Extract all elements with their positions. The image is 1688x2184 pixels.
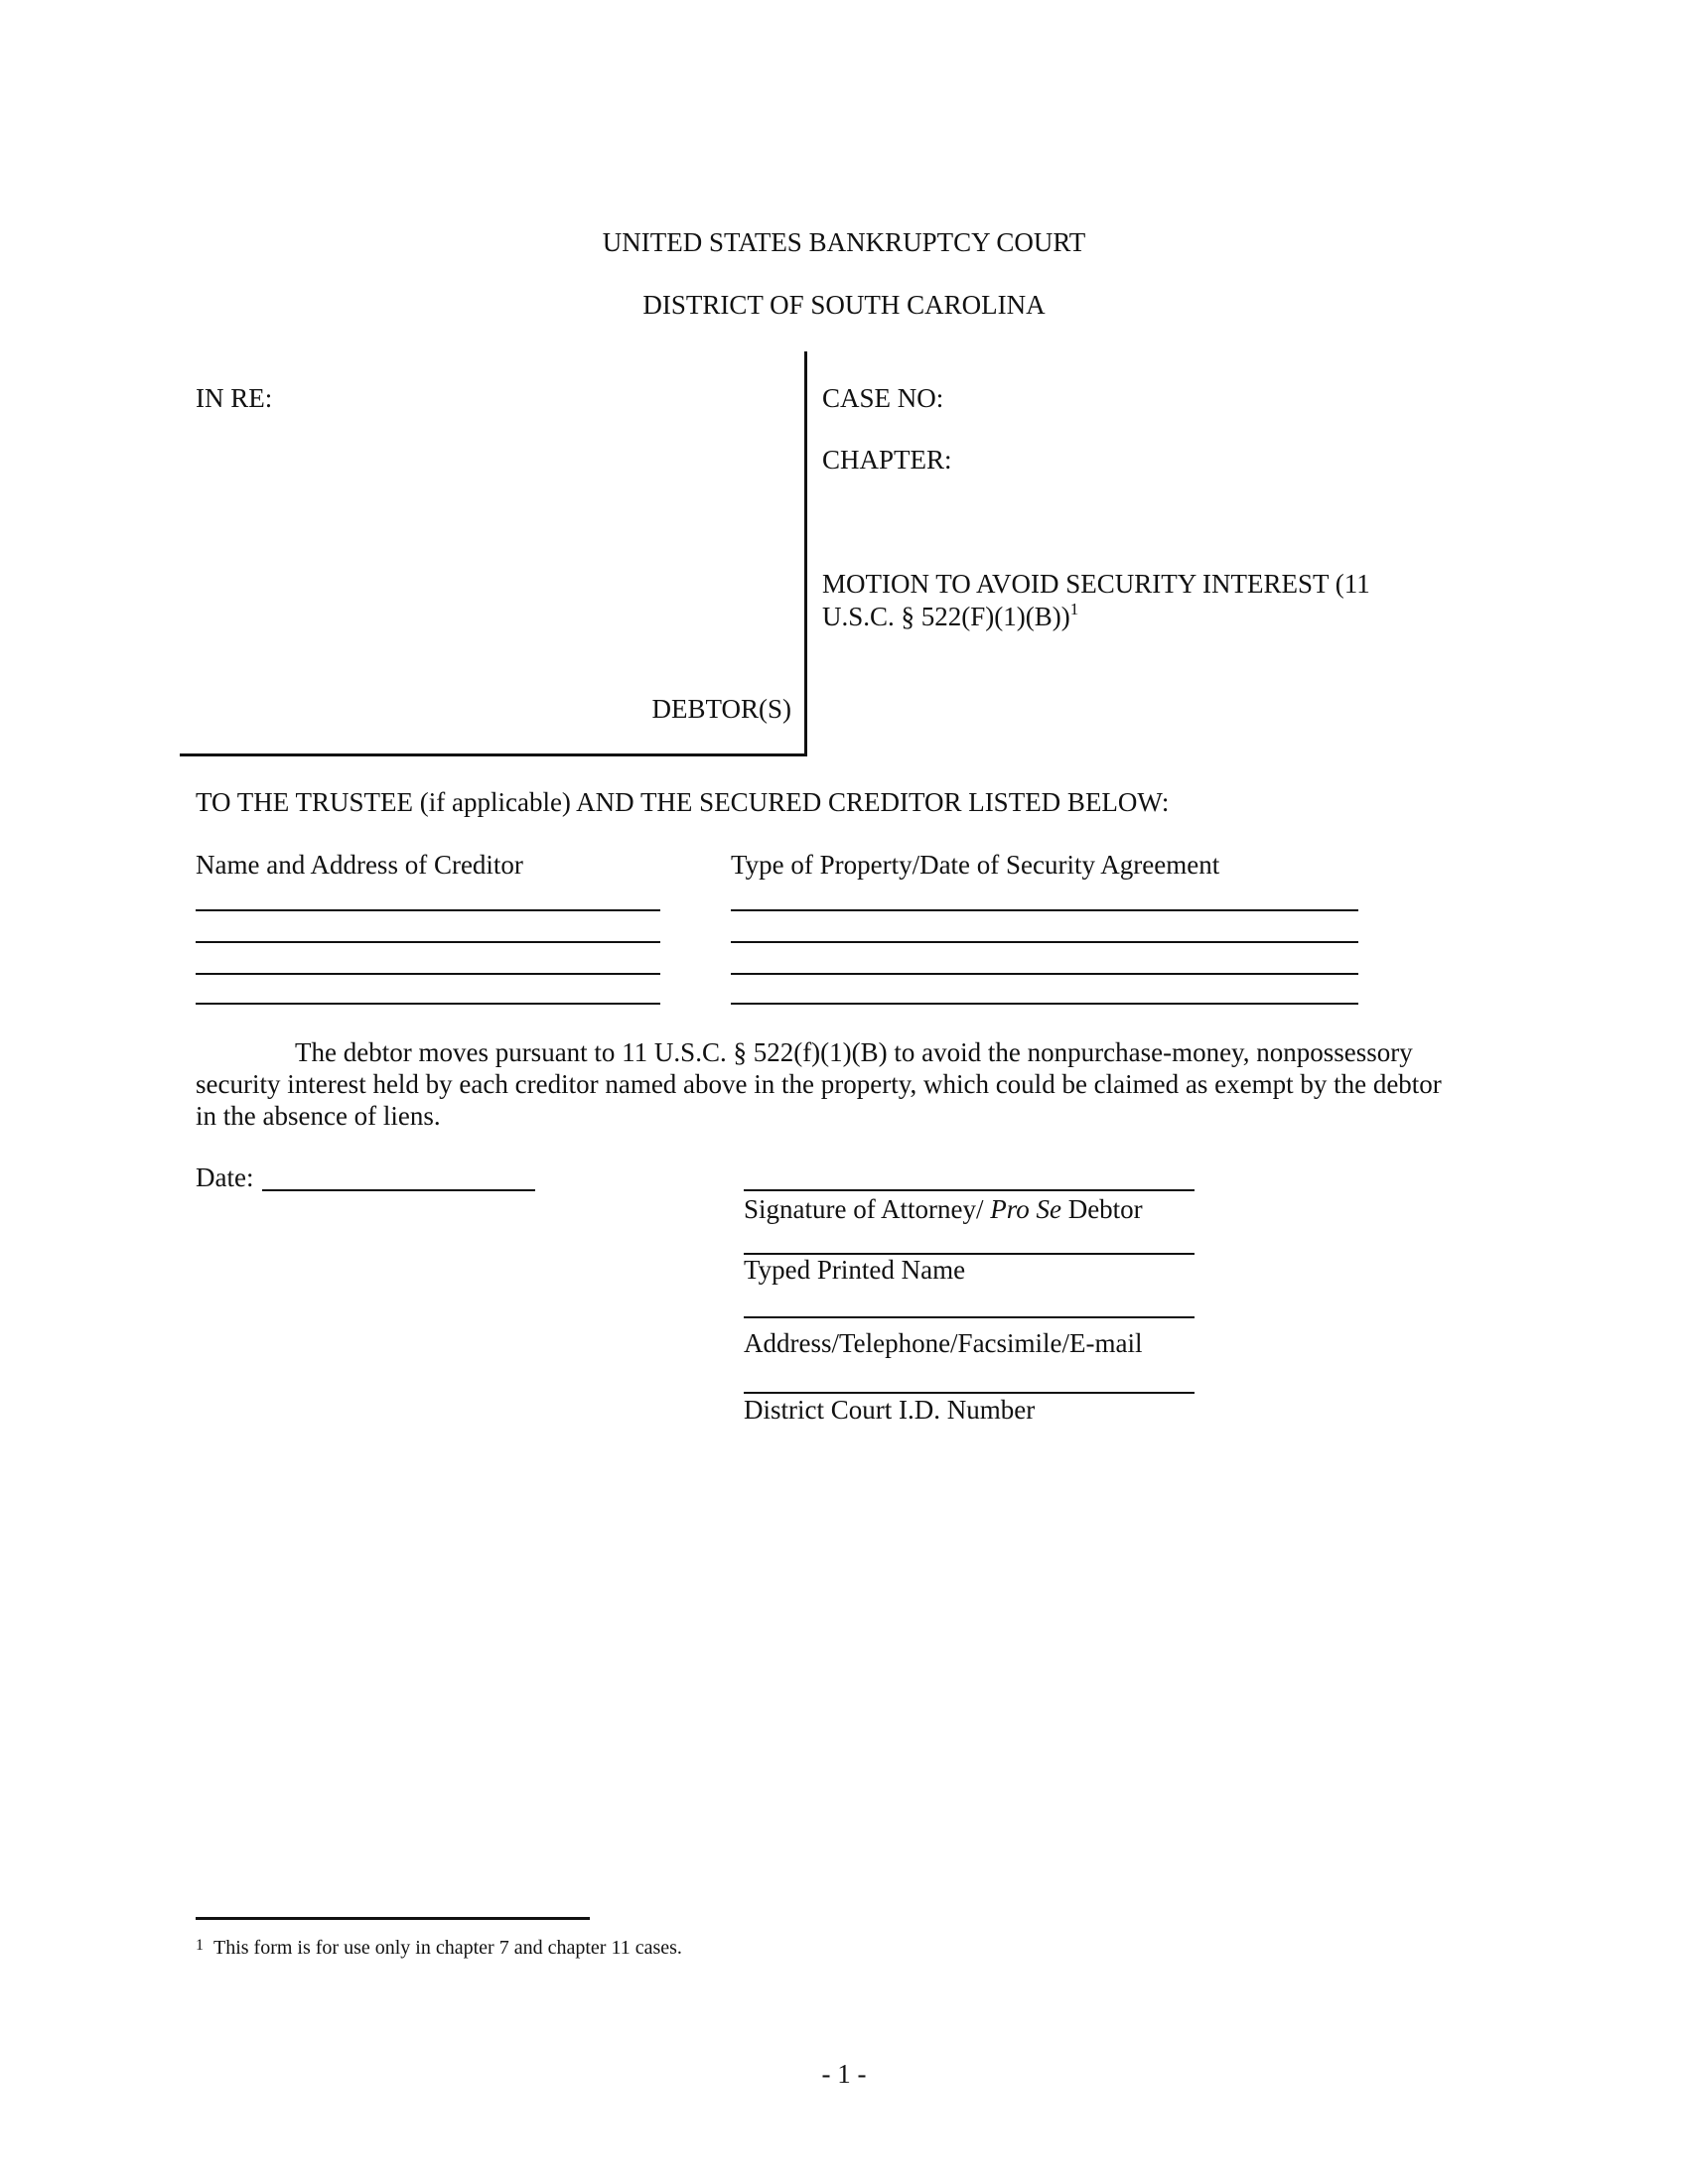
body-paragraph-line1: The debtor moves pursuant to 11 U.S.C. § 522(f)(1)(B) to avoid the nonpurchase-money, nonpossessory (295, 1037, 1413, 1067)
date-label: Date: (196, 1162, 254, 1192)
creditor-line[interactable] (196, 909, 660, 911)
in-re-label: IN RE: (196, 383, 273, 413)
motion-title-line1: MOTION TO AVOID SECURITY INTEREST (11 (822, 569, 1370, 599)
signature-label-prefix: Signature of Attorney/ (744, 1194, 991, 1224)
property-line[interactable] (731, 909, 1358, 911)
footnote-text: This form is for use only in chapter 7 and chapter 11 cases. (213, 1937, 682, 1959)
creditor-line[interactable] (196, 1003, 660, 1005)
id-number-label: District Court I.D. Number (744, 1395, 1036, 1425)
creditor-line[interactable] (196, 973, 660, 975)
case-no-label: CASE NO: (822, 383, 944, 413)
footnote-number: 1 (196, 1937, 204, 1954)
contact-label: Address/Telephone/Facsimile/E-mail (744, 1328, 1143, 1358)
property-column-header: Type of Property/Date of Security Agreement (731, 850, 1220, 880)
signature-label-italic: Pro Se (990, 1194, 1061, 1224)
property-line[interactable] (731, 941, 1358, 943)
contact-line[interactable] (744, 1316, 1195, 1318)
signature-line[interactable] (744, 1189, 1195, 1191)
signature-label-suffix: Debtor (1060, 1194, 1143, 1224)
court-title: UNITED STATES BANKRUPTCY COURT (602, 227, 1086, 257)
property-line[interactable] (731, 1003, 1358, 1005)
id-number-line[interactable] (744, 1392, 1195, 1394)
motion-title-text: U.S.C. § 522(F)(1)(B)) (822, 602, 1070, 631)
debtors-label: DEBTOR(S) (651, 694, 791, 724)
district-title: DISTRICT OF SOUTH CAROLINA (642, 290, 1046, 320)
footnote-separator (196, 1917, 590, 1920)
typed-name-label: Typed Printed Name (744, 1255, 966, 1285)
footnote-reference: 1 (1069, 600, 1079, 618)
chapter-label: CHAPTER: (822, 445, 952, 475)
signature-label (744, 1196, 1143, 1223)
page-number: - 1 - (821, 2059, 867, 2089)
addressee-line: TO THE TRUSTEE (if applicable) AND THE SECURED CREDITOR LISTED BELOW: (196, 787, 1170, 817)
creditor-line[interactable] (196, 941, 660, 943)
motion-title-line2 (822, 600, 1079, 631)
body-paragraph-line3: in the absence of liens. (196, 1101, 441, 1131)
caption-vertical-divider (804, 351, 807, 756)
date-line[interactable] (262, 1189, 535, 1191)
footnote (196, 1938, 682, 1958)
creditor-column-header: Name and Address of Creditor (196, 850, 523, 880)
property-line[interactable] (731, 973, 1358, 975)
body-paragraph-line2: security interest held by each creditor named above in the property, which could be claimed as exempt by the debtor (196, 1069, 1442, 1099)
caption-bottom-rule (180, 753, 807, 756)
